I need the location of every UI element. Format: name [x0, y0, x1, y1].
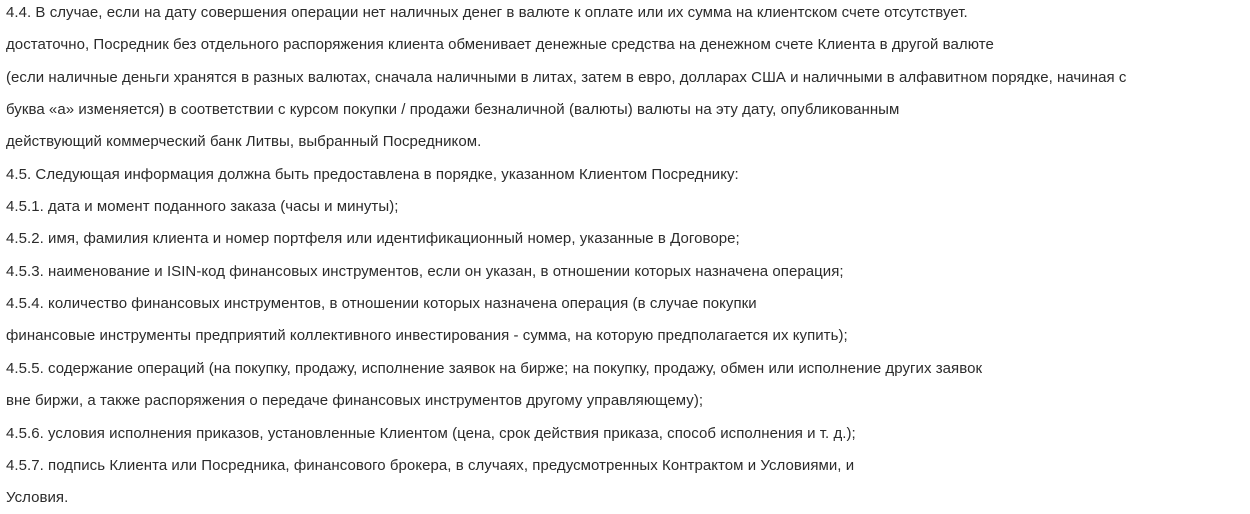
text-line: 4.5.4. количество финансовых инструментов, в отношении которых назначена операция (в случае покупки — [6, 295, 757, 312]
text-line: 4.5.6. условия исполнения приказов, установленные Клиентом (цена, срок действия приказа, способ исполнения и т. д.); — [6, 425, 856, 442]
text-line: 4.5.7. подпись Клиента или Посредника, финансового брокера, в случаях, предусмотренных Контрактом и Условиями, и — [6, 457, 855, 474]
text-line: достаточно, Посредник без отдельного распоряжения клиента обменивает денежные средства на денежном счете Клиента в другой валюте — [6, 36, 994, 53]
text-line: 4.5.2. имя, фамилия клиента и номер портфеля или идентификационный номер, указанные в Договоре; — [6, 230, 740, 247]
text-line: Условия. — [6, 489, 69, 506]
document-text — [6, 0, 1250, 514]
text-line: 4.4. В случае, если на дату совершения операции нет наличных денег в валюте к оплате или их сумма на клиентском счете отсутствует. — [6, 4, 968, 21]
text-line: 4.5.3. наименование и ISIN-код финансовых инструментов, если он указан, в отношении которых назначена операция; — [6, 263, 844, 280]
text-line: вне биржи, а также распоряжения о передаче финансовых инструментов другому управляющему); — [6, 392, 704, 409]
text-line: (если наличные деньги хранятся в разных валютах, сначала наличными в литах, затем в евро, долларах США и наличными в алфавитном порядке, начиная с — [6, 69, 1127, 86]
text-line: 4.5. Следующая информация должна быть предоставлена в порядке, указанном Клиентом Посреднику: — [6, 166, 739, 183]
text-line: финансовые инструменты предприятий коллективного инвестирования - сумма, на которую предполагается их купить); — [6, 327, 848, 344]
text-line: буква «а» изменяется) в соответствии с курсом покупки / продажи безналичной (валюты) валюты на эту дату, опубликованным — [6, 101, 900, 118]
text-line: действующий коммерческий банк Литвы, выбранный Посредником. — [6, 133, 482, 150]
text-line: 4.5.1. дата и момент поданного заказа (часы и минуты); — [6, 198, 399, 215]
text-line: 4.5.5. содержание операций (на покупку, продажу, исполнение заявок на бирже; на покупку, продажу, обмен или исполнение других заявок — [6, 360, 983, 377]
